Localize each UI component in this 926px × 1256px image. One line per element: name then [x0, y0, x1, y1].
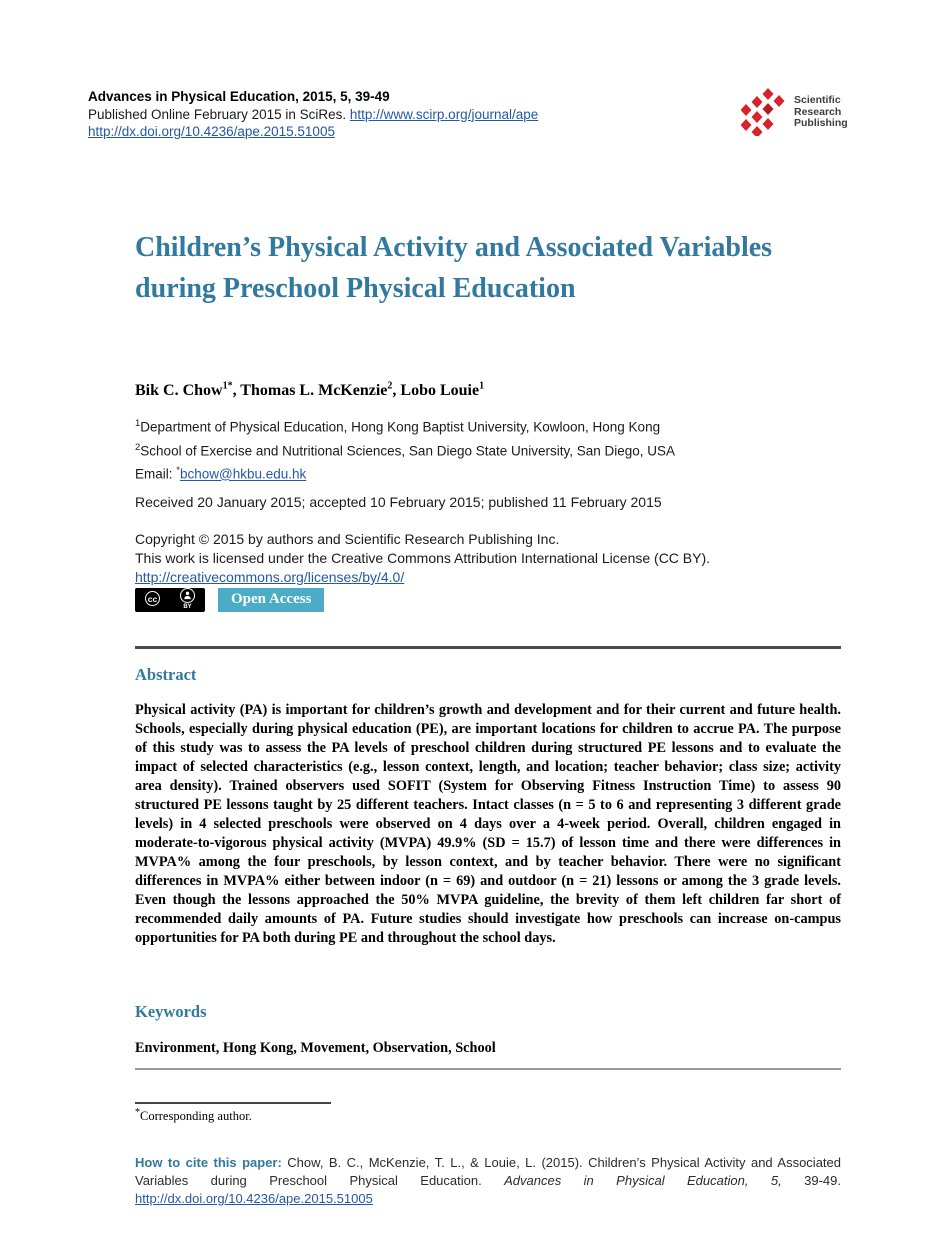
license-link[interactable]: http://creativecommons.org/licenses/by/4.0/	[135, 569, 405, 585]
published-line	[88, 106, 648, 124]
publisher-name-line3: Publishing	[794, 117, 848, 129]
abstract-divider-rule	[135, 646, 841, 649]
cite-pages: 39-49.	[804, 1173, 841, 1188]
dates-line: Received 20 January 2015; accepted 10 February 2015; published 11 February 2015	[135, 494, 662, 510]
license-badges	[135, 588, 324, 612]
cite-journal-italic: Advances in Physical Education, 5,	[504, 1173, 805, 1188]
abstract-heading: Abstract	[135, 665, 197, 684]
doi-line	[88, 123, 648, 141]
publisher-logo	[741, 88, 851, 141]
cite-text: Chow, B. C., McKenzie, T. L., & Louie, L. (2015). Children’s Physical Activity and Associated Variables during Preschool Physical Education.	[135, 1155, 841, 1188]
cc-icon: cc	[145, 591, 160, 606]
copyright-line2: This work is licensed under the Creative Commons Attribution International License (CC BY).	[135, 550, 711, 566]
affiliations	[135, 414, 841, 485]
page-title: Children’s Physical Activity and Associated Variables during Preschool Physical Education	[135, 232, 773, 304]
cc-by-badge[interactable]	[135, 588, 205, 612]
journal-line: Advances in Physical Education, 2015, 5, 39-49	[88, 89, 390, 104]
publisher-name-line2: Research	[794, 105, 842, 118]
author-1: Bik C. Chow$^{1*}$	[135, 381, 233, 400]
affiliation-2: $^2$School of Exercise and Nutritional Sciences, San Diego State University, San Diego, USA	[135, 441, 676, 458]
license-line	[135, 568, 841, 587]
publisher-name	[794, 88, 848, 130]
how-to-cite-block	[135, 1154, 841, 1208]
corresponding-author-footnote: *Corresponding author.	[135, 1107, 252, 1124]
affiliation-1: $^1$Department of Physical Education, Hong Kong Baptist University, Kowloon, Hong Kong	[135, 418, 661, 435]
published-prefix: Published Online February 2015 in SciRes.	[88, 106, 350, 122]
doi-url-link[interactable]: http://dx.doi.org/10.4236/ape.2015.51005	[88, 124, 335, 139]
scirp-diamonds-icon	[741, 88, 789, 141]
author-list	[135, 381, 484, 400]
copyright-block	[135, 530, 841, 587]
keywords-text: Environment, Hong Kong, Movement, Observation, School	[135, 1040, 496, 1056]
journal-header	[88, 88, 648, 141]
email-link[interactable]: bchow@hkbu.edu.hk	[179, 466, 307, 482]
journal-url-link[interactable]: http://www.scirp.org/journal/ape	[349, 106, 539, 122]
bottom-divider-rule	[135, 1068, 841, 1070]
cc-by-label: BY	[183, 603, 192, 610]
publisher-name-line1: Scientific	[794, 94, 841, 106]
cite-label: How to cite this paper:	[135, 1155, 288, 1170]
copyright-line1: Copyright © 2015 by authors and Scientific Research Publishing Inc.	[135, 531, 560, 547]
cc-person-icon	[180, 588, 195, 603]
keywords-heading: Keywords	[135, 1002, 207, 1021]
footnote-rule	[135, 1102, 331, 1104]
author-2: , Thomas L. McKenzie$^2$	[232, 381, 393, 400]
email-line: Email: *bchow@hkbu.edu.hk	[135, 465, 307, 482]
open-access-button[interactable]: Open Access	[218, 588, 324, 612]
author-3: , Lobo Louie$^1$	[392, 381, 485, 400]
cite-doi-link[interactable]: http://dx.doi.org/10.4236/ape.2015.51005	[135, 1191, 373, 1206]
abstract-text: Physical activity (PA) is important for children’s growth and development and for their current and future health. Schools, especially during physical education (PE), are important locations for children to accrue PA. The purpose of this study was to assess the PA levels of preschool children during structured PE lessons and to evaluate the impact of selected characteristics (e.g., lesson context, length, and location; teacher behavior; class size; activity area density). Trained observers used SOFIT (System for Observing Fitness Instruction Time) to assess 90 structured PE lessons taught by 25 different teachers. Intact classes (n = 5 to 6 and representing 3 different grade levels) in 4 selected preschools were observed on 4 days over a 4-week period. Overall, children engaged in moderate-to-vigorous physical activity (MVPA) 49.9% (SD = 15.7) of lesson time and there were differences in MVPA% among the four preschools, by lesson context, and by teacher behavior. There were no significant differences in MVPA% either between indoor (n = 69) and outdoor (n = 21) lessons or among the 3 grade levels. Even though the lessons approached the 50% MVPA guideline, the brevity of them left children far short of recommended daily amounts of PA. Future studies should investigate how preschools can increase on-campus opportunities for PA both during PE and throughout the school days.	[135, 702, 841, 946]
